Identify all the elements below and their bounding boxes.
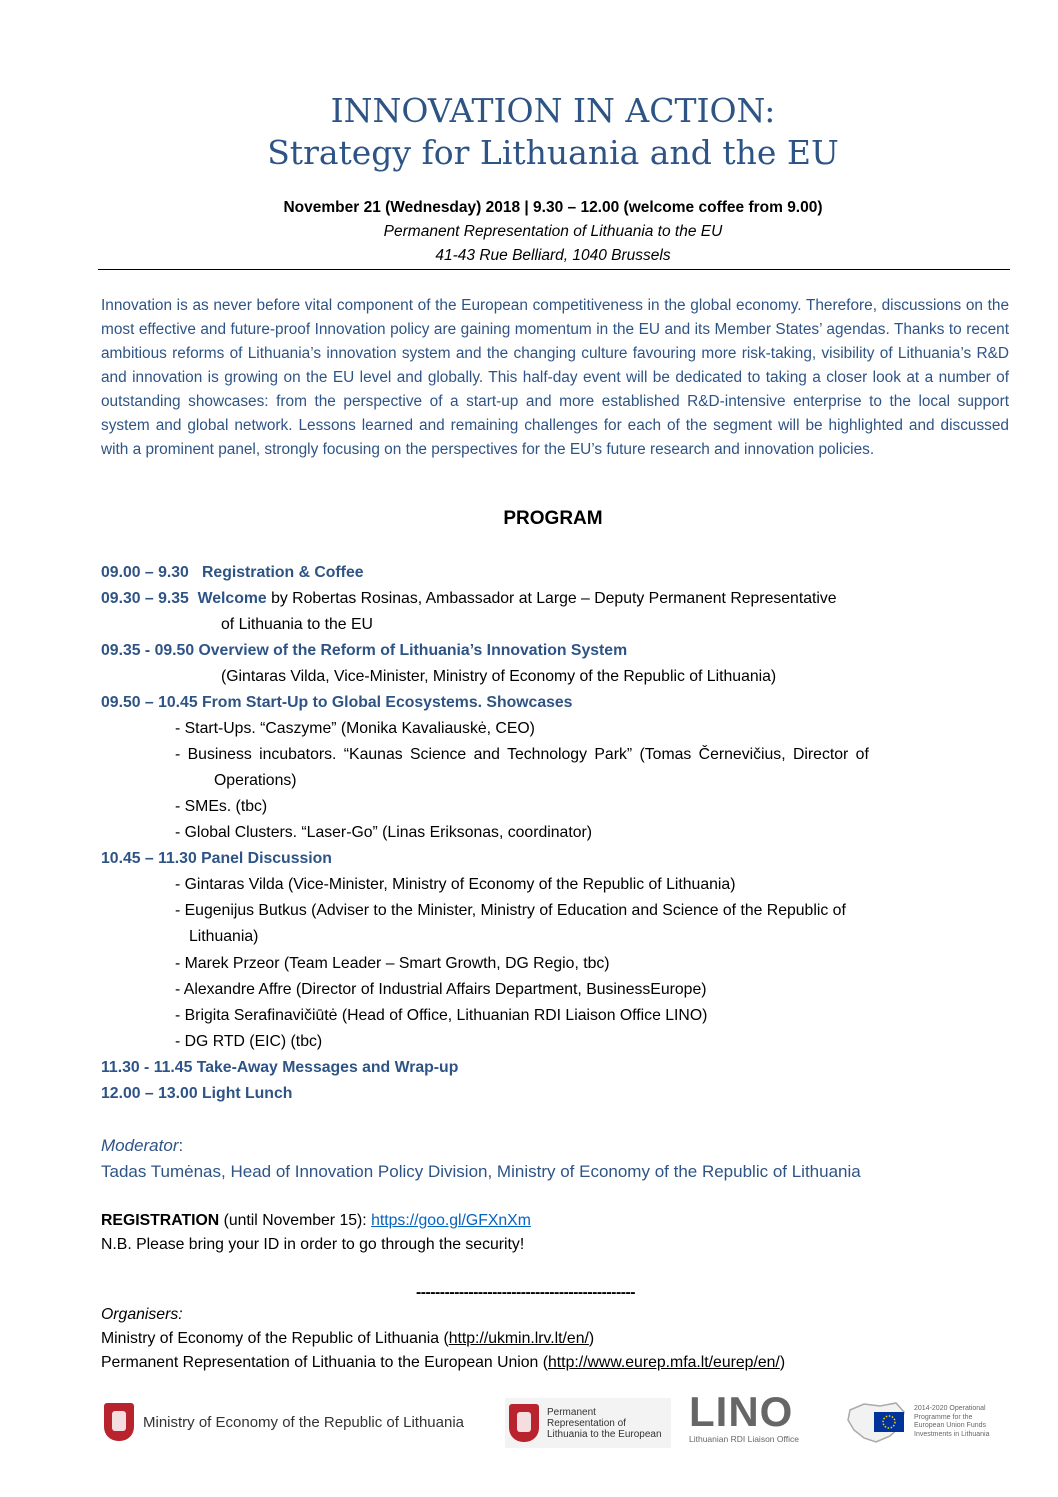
intro-paragraph: Innovation is as never before vital component of the European competitiveness in the global economy. Therefore, discussions on the most effective and future-proof Innovation policy are gaining momentum in the EU and its Member States’ agendas. Thanks to recent ambitious reforms of Lithuania’s innovation system and the changing culture favouring more risk-taking, visibility of Lithuania’s R&D and innovation is growing on the EU level and globally. This half-day event will be dedicated to taking a closer look at a number of outstanding showcases: from the perspective of a start-up and more established R&D-intensive enterprise to the local support system and global network. Lessons learned and remaining challenges for each of the segment will be highlighted and discussed with a prominent panel, strongly focusing on the perspectives for the EU’s future research and innovation policies. <box>101 297 1009 458</box>
showcase-item-cont: Operations) <box>214 772 297 789</box>
session-welcome-cont: of Lithuania to the EU <box>221 616 373 633</box>
session-detail: by Robertas Rosinas, Ambassador at Large – Deputy Permanent Representative <box>266 590 837 607</box>
organiser-ministry: Ministry of Economy of the Republic of Lithuania (http://ukmin.lrv.lt/en/) <box>101 1330 595 1347</box>
panelist: - DG RTD (EIC) (tbc) <box>175 1033 323 1050</box>
session-lunch: 12.00 – 13.00 Light Lunch <box>101 1085 293 1102</box>
showcase-item: - SMEs. (tbc) <box>175 798 268 815</box>
event-date: November 21 (Wednesday) 2018 | 9.30 – 12.00 (welcome coffee from 9.00) <box>283 199 823 216</box>
registration-line <box>101 1208 531 1234</box>
session-time: 09.30 – 9.35 <box>101 590 189 607</box>
panelist: - Alexandre Affre (Director of Industrial Affairs Department, BusinessEurope) <box>175 981 707 998</box>
coat-of-arms-icon <box>104 1403 134 1441</box>
permrep-logo: Permanent Representation of Lithuania to the European <box>505 1398 671 1448</box>
session-overview-detail: (Gintaras Vilda, Vice-Minister, Ministry of Economy of the Republic of Lithuania) <box>221 668 777 685</box>
session-registration <box>101 560 364 586</box>
panelist: - Eugenijus Butkus (Adviser to the Minister, Ministry of Education and Science of the Republic of <box>175 902 846 919</box>
organiser-permrep: Permanent Representation of Lithuania to the European Union (http://www.eurep.mfa.lt/eurep/en/) <box>101 1354 786 1371</box>
separator: ---------------------------------------------- <box>416 1284 635 1301</box>
registration-deadline: (until November 15): <box>219 1212 372 1229</box>
lino-logo-sub: Lithuanian RDI Liaison Office <box>689 1434 799 1444</box>
panelist: - Brigita Serafinavičiūtė (Head of Office, Lithuanian RDI Liaison Office LINO) <box>175 1007 708 1024</box>
organisers-label: Organisers: <box>101 1306 183 1323</box>
session-panel: 10.45 – 11.30 Panel Discussion <box>101 850 332 867</box>
panelist: - Marek Przeor (Team Leader – Smart Growth, DG Regio, tbc) <box>175 955 610 972</box>
moderator-name: Tadas Tumėnas, Head of Innovation Policy Division, Ministry of Economy of the Republic of Lithuania <box>101 1162 861 1181</box>
title-line-1: INNOVATION IN ACTION: <box>330 91 776 130</box>
title-line-2: Strategy for Lithuania and the EU <box>267 133 839 172</box>
session-welcome <box>101 586 837 612</box>
registration-link[interactable]: https://goo.gl/GFXnXm <box>371 1212 531 1229</box>
coat-of-arms-icon <box>509 1404 539 1442</box>
session-time: 09.00 – 9.30 <box>101 564 189 581</box>
panelist-cont: Lithuania) <box>189 928 259 945</box>
security-note: N.B. Please bring your ID in order to go through the security! <box>101 1236 525 1253</box>
session-showcases: 09.50 – 10.45 From Start-Up to Global Ecosystems. Showcases <box>101 694 573 711</box>
lino-logo-text: LINO <box>689 1388 794 1435</box>
session-overview: 09.35 - 09.50 Overview of the Reform of Lithuania’s Innovation System <box>101 642 628 659</box>
event-venue: Permanent Representation of Lithuania to the EU <box>383 223 723 240</box>
lithuania-map-icon <box>846 1400 908 1444</box>
session-title: Welcome <box>197 590 267 607</box>
header-divider <box>98 269 1010 270</box>
panelist: - Gintaras Vilda (Vice-Minister, Ministry of Economy of the Republic of Lithuania) <box>175 876 736 893</box>
eu-funds-logo: 2014-2020 Operational Programme for the European Union Funds Investments in Lithuania <box>846 1400 990 1444</box>
showcase-item: - Global Clusters. “Laser-Go” (Linas Eriksonas, coordinator) <box>175 824 593 841</box>
ministry-link[interactable]: http://ukmin.lrv.lt/en/ <box>448 1330 589 1347</box>
registration-label: REGISTRATION <box>101 1212 220 1229</box>
ministry-logo <box>104 1403 464 1441</box>
ministry-logo-text: Ministry of Economy of the Republic of Lithuania <box>143 1413 464 1431</box>
moderator-label: Moderator: <box>101 1136 184 1155</box>
session-title: Registration & Coffee <box>202 564 364 581</box>
showcase-item: - Start-Ups. “Caszyme” (Monika Kavaliauskė, CEO) <box>175 720 535 737</box>
permrep-link[interactable]: http://www.eurep.mfa.lt/eurep/en/ <box>548 1354 780 1371</box>
lino-logo <box>689 1390 804 1444</box>
program-heading: PROGRAM <box>503 508 603 529</box>
session-wrapup: 11.30 - 11.45 Take-Away Messages and Wrap-up <box>101 1059 459 1076</box>
showcase-item: - Business incubators. “Kaunas Science and Technology Park” (Tomas Černevičius, Director of <box>175 746 869 763</box>
event-address: 41-43 Rue Belliard, 1040 Brussels <box>435 247 671 264</box>
